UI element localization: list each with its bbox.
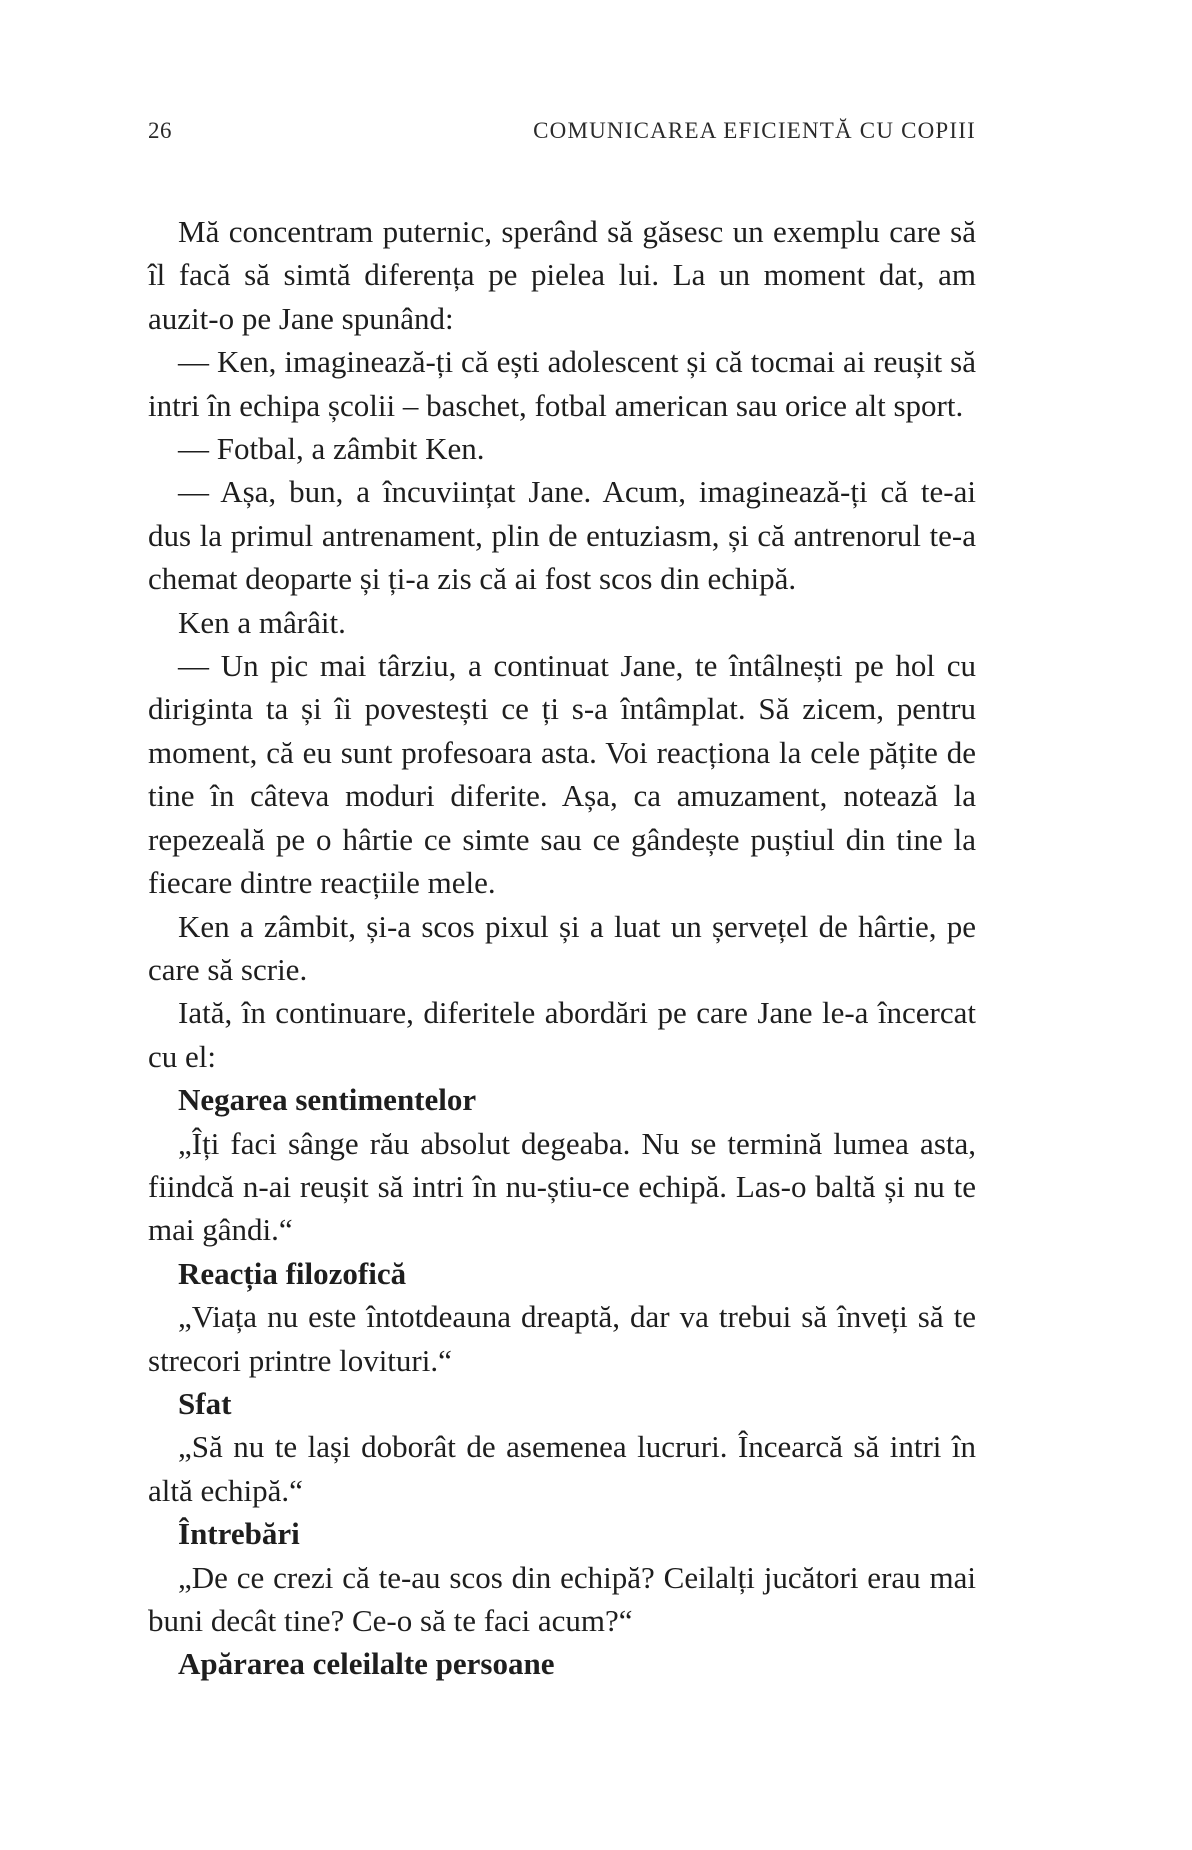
quote-paragraph: „Să nu te lași doborât de asemenea lucruri. Încearcă să intri în altă echipă.“: [148, 1429, 976, 1508]
dialogue-paragraph: — Ken, imaginează-ți că ești adolescent și că tocmai ai reușit să intri în echipa școlii – baschet, fotbal american sau orice alt sport.: [148, 344, 976, 423]
dialogue-paragraph: — Un pic mai târziu, a continuat Jane, te întâlnești pe hol cu diriginta ta și îi povestești ce ți s-a întâmplat. Să zicem, pentru moment, că eu sunt profesoara asta. Voi reacționa la cele pățite de tine în câteva moduri diferite. Așa, ca amuzament, notează la repezeală pe o hârtie ce simte sau ce gândește puștiul din tine la fiecare dintre reacțiile mele.: [148, 648, 976, 901]
page-number: 26: [148, 118, 172, 143]
quote-paragraph: „De ce crezi că te-au scos din echipă? Ceilalți jucători erau mai buni decât tine? Ce-o să te faci acum?“: [148, 1559, 976, 1638]
paragraph: Iată, în continuare, diferitele abordări pe care Jane le-a încercat cu el:: [148, 995, 976, 1074]
body-text: [148, 210, 976, 1686]
section-heading: Apărarea celeilalte persoane: [178, 1646, 555, 1682]
section-heading: Reacția filozofică: [178, 1255, 407, 1291]
paragraph: Ken a zâmbit, și-a scos pixul și a luat un șervețel de hârtie, pe care să scrie.: [148, 908, 976, 987]
running-header: [148, 118, 976, 158]
book-page: [148, 118, 976, 1686]
running-title: COMUNICAREA EFICIENTĂ CU COPIII: [533, 118, 976, 143]
quote-paragraph: „Îți faci sânge rău absolut degeaba. Nu se termină lumea asta, fiindcă n-ai reușit să intri în nu-știu-ce echipă. Las-o baltă și nu te mai gândi.“: [148, 1125, 976, 1248]
section-heading: Negarea sentimentelor: [178, 1082, 477, 1118]
paragraph: Mă concentram puternic, sperând să găsesc un exemplu care să îl facă să simtă diferența pe pielea lui. La un moment dat, am auzit-o pe Jane spunând:: [148, 214, 976, 336]
section-heading: Întrebări: [178, 1516, 300, 1552]
paragraph: Ken a mârâit.: [178, 604, 346, 640]
section-heading: Sfat: [178, 1385, 232, 1421]
quote-paragraph: „Viața nu este întotdeauna dreaptă, dar va trebui să înveți să te strecori printre lovituri.“: [148, 1299, 976, 1378]
dialogue-paragraph: — Fotbal, a zâmbit Ken.: [178, 431, 485, 467]
dialogue-paragraph: — Așa, bun, a încuviințat Jane. Acum, imaginează-ți că te-ai dus la primul antrenament, plin de entuziasm, și că antrenorul te-a chemat deoparte și ți-a zis că ai fost scos din echipă.: [148, 474, 976, 597]
